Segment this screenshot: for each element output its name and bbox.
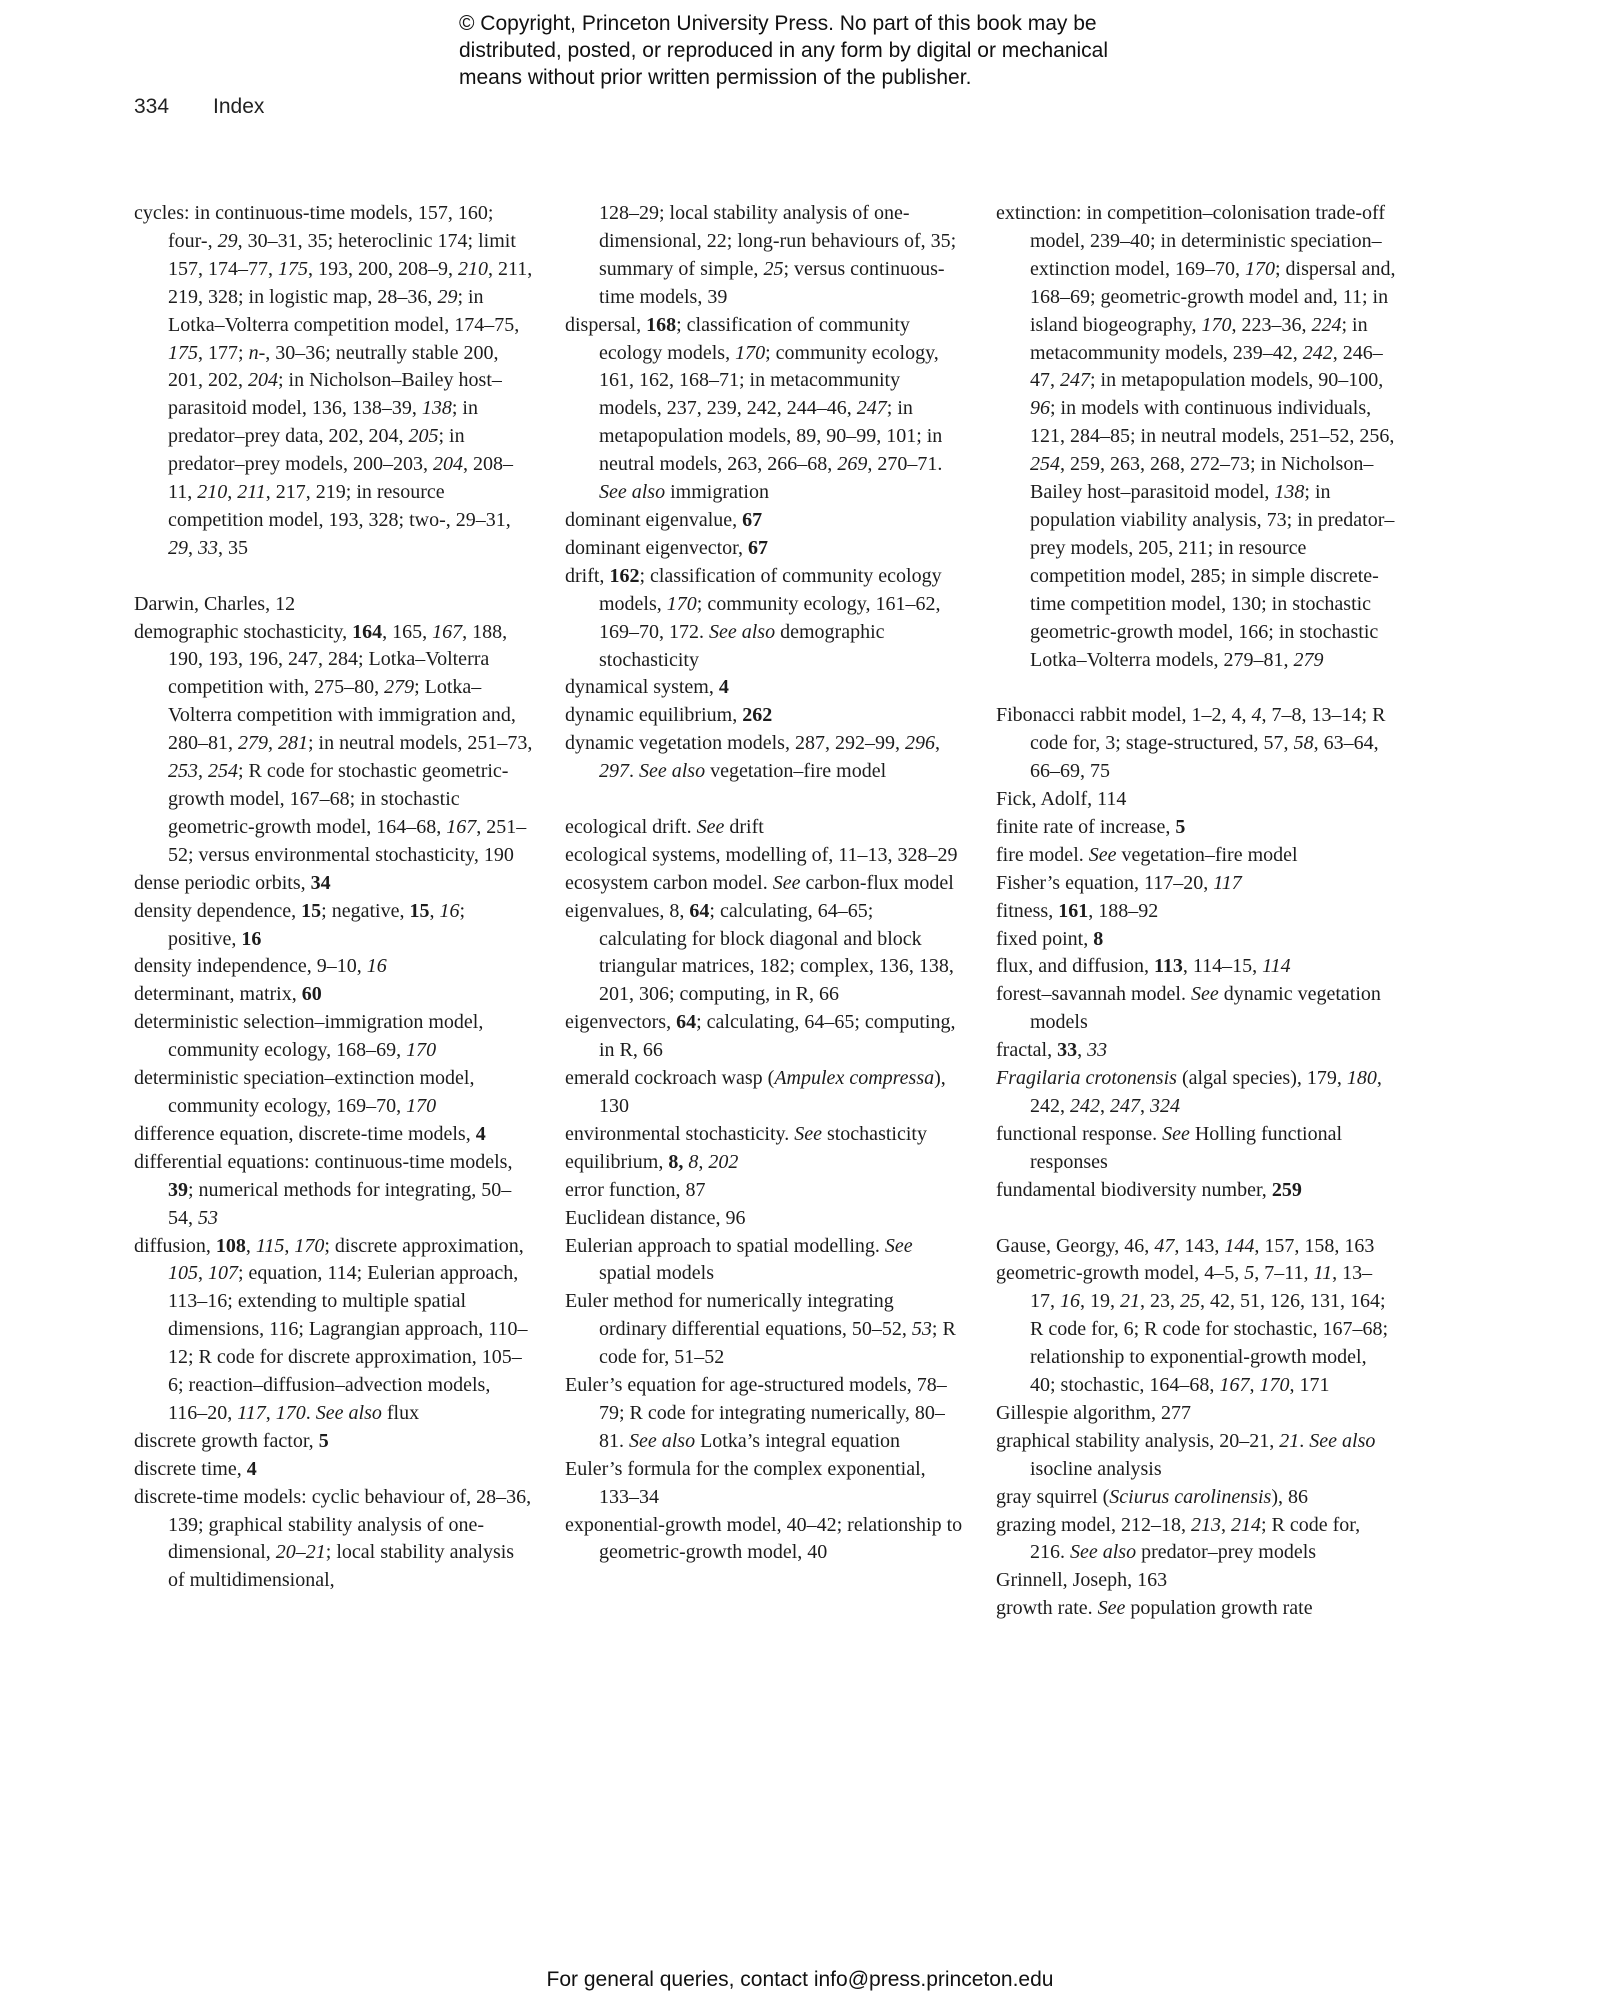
index-entry: equilibrium, 8, 8, 202 <box>565 1150 739 1173</box>
index-entry: Eulerian approach to spatial modelling. See spatial models <box>565 1234 913 1285</box>
index-entry: dominant eigenvector, 67 <box>565 536 769 559</box>
letter-group-spacer <box>565 786 965 814</box>
index-entry: fundamental biodiversity number, 259 <box>996 1178 1302 1201</box>
index-entry: ecological systems, modelling of, 11–13, 328–29 <box>565 843 958 866</box>
index-entry: demographic stochasticity, 164, 165, 167, 188, 190, 193, 196, 247, 284; Lotka–Volterra competition with, 275–80, 279; Lotka–Volterra competition with immigration and, 280–81, 279, 281; in neutral models, 251–73, 253, 254; R code for stochastic geometric-growth model, 167–68; in stochastic geometric-growth model, 164–68, 167, 251–52; versus environmental stochasticity, 190 <box>134 620 533 866</box>
index-entry: exponential-growth model, 40–42; relationship to geometric-growth model, 40 <box>565 1513 963 1564</box>
index-entry: Euler’s formula for the complex exponential, 133–34 <box>565 1457 926 1508</box>
index-entry: difference equation, discrete-time models, 4 <box>134 1122 486 1145</box>
index-entry: deterministic selection–immigration model, community ecology, 168–69, 170 <box>134 1011 484 1062</box>
index-entry: geometric-growth model, 4–5, 5, 7–11, 11, 13–17, 16, 19, 21, 23, 25, 42, 51, 126, 131, 164; R code for, 6; R code for stochastic, 167–68; relationship to exponential-growth model, 40; stochastic, 164–68, 167, 170, 171 <box>996 1262 1389 1397</box>
index-entry: Grinnell, Joseph, 163 <box>996 1569 1168 1592</box>
letter-group-spacer <box>996 1205 1396 1233</box>
index-entry: dispersal, 168; classification of community ecology models, 170; community ecology, 161, 162, 168–71; in metacommunity models, 237, 239, 242, 244–46, 247; in metapopulation models, 89, 90–99, 101; in neutral models, 263, 266–68, 269, 270–71. See also immigration <box>565 313 943 504</box>
index-entry: environmental stochasticity. See stochasticity <box>565 1122 927 1145</box>
index-entry: deterministic speciation–extinction model, community ecology, 169–70, 170 <box>134 1067 475 1117</box>
index-entry: Euler’s equation for age-structured models, 78–79; R code for integrating numerically, 80–81. See also Lotka’s integral equation <box>565 1374 947 1452</box>
index-entry: error function, 87 <box>565 1178 706 1201</box>
index-entry: ecosystem carbon model. See carbon-flux model <box>565 871 954 894</box>
copyright-line: means without prior written permission of the publisher. <box>459 66 972 89</box>
index-entry: drift, 162; classification of community ecology models, 170; community ecology, 161–62, 169–70, 172. See also demographic stochasticity <box>565 564 942 671</box>
index-entry: Fick, Adolf, 114 <box>996 788 1127 811</box>
index-entry: flux, and diffusion, 113, 114–15, 114 <box>996 955 1291 978</box>
index-column-1 <box>134 200 534 1595</box>
index-entry: dynamic equilibrium, 262 <box>565 704 773 727</box>
index-entry: Fisher’s equation, 117–20, 117 <box>996 871 1242 894</box>
index-entry: extinction: in competition–colonisation trade-off model, 239–40; in deterministic speciation–extinction model, 169–70, 170; dispersal and, 168–69; geometric-growth model and, 11; in island biogeography, 170, 223–36, 224; in metacommunity models, 239–42, 242, 246–47, 247; in metapopulation models, 90–100, 96; in models with continuous individuals, 121, 284–85; in neutral models, 251–52, 256, 254, 259, 263, 268, 272–73; in Nicholson–Bailey host–parasitoid model, 138; in population viability analysis, 73; in predator–prey models, 205, 211; in resource competition model, 285; in simple discrete-time competition model, 130; in stochastic geometric-growth model, 166; in stochastic Lotka–Volterra models, 279–81, 279 <box>996 202 1396 671</box>
footer-contact: For general queries, contact info@press.princeton.edu <box>546 1968 1054 1991</box>
index-entry: Euclidean distance, 96 <box>565 1206 746 1229</box>
index-entry: Darwin, Charles, 12 <box>134 592 296 615</box>
index-entry: ecological drift. See drift <box>565 815 764 838</box>
copyright-line: distributed, posted, or reproduced in any form by digital or mechanical <box>459 39 1109 62</box>
running-head <box>134 95 264 119</box>
index-entry: finite rate of increase, 5 <box>996 815 1186 838</box>
copyright-line: © Copyright, Princeton University Press. No part of this book may be <box>459 12 1097 35</box>
index-entry: discrete time, 4 <box>134 1457 257 1480</box>
section-title: Index <box>213 95 265 118</box>
index-entry: graphical stability analysis, 20–21, 21. See also isocline analysis <box>996 1429 1376 1480</box>
letter-group-spacer <box>134 563 534 591</box>
index-entry: Gillespie algorithm, 277 <box>996 1401 1191 1424</box>
index-entry: Gause, Georgy, 46, 47, 143, 144, 157, 158, 163 <box>996 1234 1375 1257</box>
index-entry: Fibonacci rabbit model, 1–2, 4, 4, 7–8, 13–14; R code for, 3; stage-structured, 57, 58, 63–64, 66–69, 75 <box>996 704 1386 783</box>
index-entry: dynamic vegetation models, 287, 292–99, 296, 297. See also vegetation–fire model <box>565 732 940 783</box>
index-entry: discrete growth factor, 5 <box>134 1429 329 1452</box>
index-entry: Euler method for numerically integrating ordinary differential equations, 50–52, 53; R code for, 51–52 <box>565 1290 956 1369</box>
index-entry: emerald cockroach wasp (Ampulex compressa), 130 <box>565 1067 946 1117</box>
index-entry: cycles: in continuous-time models, 157, 160; four-, 29, 30–31, 35; heteroclinic 174; limit 157, 174–77, 175, 193, 200, 208–9, 210, 211, 219, 328; in logistic map, 28–36, 29; in Lotka–Volterra competition model, 174–75, 175, 177; n-, 30–36; neutrally stable 200, 201, 202, 204; in Nicholson–Bailey host–parasitoid model, 136, 138–39, 138; in predator–prey data, 202, 204, 205; in predator–prey models, 200–203, 204, 208–11, 210, 211, 217, 219; in resource competition model, 193, 328; two-, 29–31, 29, 33, 35 <box>134 202 533 559</box>
letter-group-spacer <box>996 674 1396 702</box>
index-entry: discrete-time models: cyclic behaviour of, 28–36, 139; graphical stability analysis of one-dimensional, 20–21; local stability analysis of multidimensional, <box>134 1485 532 1592</box>
index-entry: growth rate. See population growth rate <box>996 1597 1313 1620</box>
index-entry: Fragilaria crotonensis (algal species), 179, 180, 242, 242, 247, 324 <box>996 1067 1382 1117</box>
index-entry: fixed point, 8 <box>996 927 1104 950</box>
index-entry: fitness, 161, 188–92 <box>996 899 1159 922</box>
index-entry: density independence, 9–10, 16 <box>134 955 387 978</box>
index-column-3 <box>996 200 1396 1623</box>
index-entry: functional response. See Holling functional responses <box>996 1122 1343 1173</box>
index-entry: eigenvalues, 8, 64; calculating, 64–65; calculating for block diagonal and block triangular matrices, 182; complex, 136, 138, 201, 306; computing, in R, 66 <box>565 899 954 1006</box>
index-entry: determinant, matrix, 60 <box>134 983 322 1006</box>
page-number: 334 <box>134 95 170 118</box>
index-entry: dominant eigenvalue, 67 <box>565 508 763 531</box>
index-entry: diffusion, 108, 115, 170; discrete approximation, 105, 107; equation, 114; Eulerian approach, 113–16; extending to multiple spatial dimensions, 116; Lagrangian approach, 110–12; R code for discrete approximation, 105–6; reaction–diffusion–advection models, 116–20, 117, 170. See also flux <box>134 1234 528 1424</box>
index-entry: dense periodic orbits, 34 <box>134 871 331 894</box>
index-entry: gray squirrel (Sciurus carolinensis), 86 <box>996 1485 1308 1508</box>
index-entry: differential equations: continuous-time models, 39; numerical methods for integrating, 50–54, 53 <box>134 1150 513 1229</box>
index-entry: grazing model, 212–18, 213, 214; R code for, 216. See also predator–prey models <box>996 1513 1361 1564</box>
index-column-2 <box>565 200 965 1567</box>
index-entry: forest–savannah model. See dynamic vegetation models <box>996 983 1381 1034</box>
index-entry: density dependence, 15; negative, 15, 16; positive, 16 <box>134 899 466 950</box>
index-entry: dynamical system, 4 <box>565 676 729 699</box>
copyright-notice <box>459 10 1219 91</box>
index-entry-continued: 128–29; local stability analysis of one-dimensional, 22; long-run behaviours of, 35; summary of simple, 25; versus continuous-time models, 39 <box>599 202 957 308</box>
index-entry: fire model. See vegetation–fire model <box>996 843 1298 866</box>
index-entry: eigenvectors, 64; calculating, 64–65; computing, in R, 66 <box>565 1011 956 1062</box>
index-entry: fractal, 33, 33 <box>996 1039 1108 1062</box>
